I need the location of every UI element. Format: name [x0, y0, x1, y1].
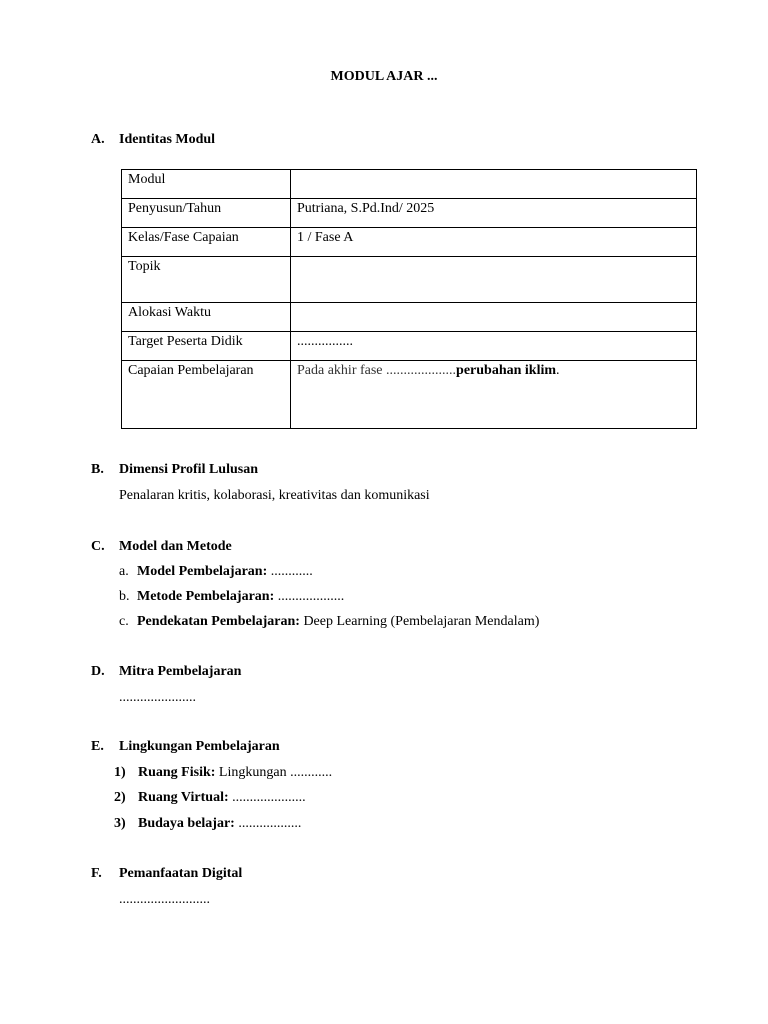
table-cell-label: Alokasi Waktu — [122, 303, 291, 332]
section-a-letter: A. — [91, 132, 105, 147]
table-cell-value — [291, 303, 697, 332]
table-row — [122, 199, 697, 228]
section-e-title: Lingkungan Pembelajaran — [119, 739, 280, 754]
list-item — [138, 790, 306, 806]
table-row — [122, 332, 697, 361]
list-marker: c. — [119, 614, 129, 629]
list-item-value: ..................... — [228, 790, 306, 805]
table-cell-value — [291, 170, 697, 199]
section-b-text: Penalaran kritis, kolaborasi, kreativitas dan komunikasi — [119, 488, 430, 503]
list-item-label: Ruang Fisik: — [138, 765, 216, 780]
list-marker: 2) — [114, 790, 126, 805]
section-d-letter: D. — [91, 664, 105, 679]
section-c-title: Model dan Metode — [119, 539, 232, 554]
list-item-label: Pendekatan Pembelajaran: — [137, 614, 300, 629]
table-row — [122, 303, 697, 332]
section-c-letter: C. — [91, 539, 105, 554]
list-item-value: Deep Learning (Pembelajaran Mendalam) — [299, 614, 540, 629]
table-cell-label: Penyusun/Tahun — [122, 199, 291, 228]
identitas-table — [121, 169, 697, 429]
list-item-label: Budaya belajar: — [138, 816, 235, 831]
capaian-bold: perubahan iklim — [456, 363, 557, 378]
table-cell-label: Capaian Pembelajaran — [122, 361, 291, 429]
table-cell-value — [291, 257, 697, 303]
capaian-suffix: . — [556, 363, 560, 378]
section-b-letter: B. — [91, 462, 104, 477]
table-cell-label: Kelas/Fase Capaian — [122, 228, 291, 257]
list-marker: 1) — [114, 765, 126, 780]
section-f-title: Pemanfaatan Digital — [119, 866, 243, 881]
table-cell-value: 1 / Fase A — [291, 228, 697, 257]
section-f-letter: F. — [91, 866, 102, 881]
list-item — [138, 816, 301, 832]
table-row — [122, 228, 697, 257]
table-row — [122, 361, 697, 429]
section-f-text: .......................... — [119, 892, 210, 907]
list-item-label: Model Pembelajaran: — [137, 564, 268, 579]
table-row — [122, 257, 697, 303]
list-item-value: Lingkungan ............ — [215, 765, 333, 780]
list-item — [137, 589, 344, 605]
section-d-title: Mitra Pembelajaran — [119, 664, 242, 679]
section-d-text: ...................... — [119, 690, 196, 705]
list-item — [137, 564, 313, 580]
section-a-title: Identitas Modul — [119, 132, 216, 147]
section-b-title: Dimensi Profil Lulusan — [119, 462, 258, 477]
capaian-prefix: Pada akhir fase .................... — [297, 363, 457, 378]
table-cell-value: Putriana, S.Pd.Ind/ 2025 — [291, 199, 697, 228]
table-cell-label: Modul — [122, 170, 291, 199]
list-marker: 3) — [114, 816, 126, 831]
document-title: MODUL AJAR ... — [330, 69, 438, 84]
list-item — [138, 765, 332, 781]
list-item-value: .................. — [234, 816, 302, 831]
list-item-label: Ruang Virtual: — [138, 790, 229, 805]
table-cell-label: Target Peserta Didik — [122, 332, 291, 361]
list-item-value: ............ — [267, 564, 313, 579]
list-item-value: ................... — [274, 589, 345, 604]
table-cell-value — [291, 361, 697, 429]
list-marker: b. — [119, 589, 130, 604]
list-item — [137, 614, 539, 630]
table-cell-label: Topik — [122, 257, 291, 303]
section-e-letter: E. — [91, 739, 104, 754]
table-row — [122, 170, 697, 199]
list-marker: a. — [119, 564, 129, 579]
table-cell-value: ................ — [291, 332, 697, 361]
list-item-label: Metode Pembelajaran: — [137, 589, 275, 604]
